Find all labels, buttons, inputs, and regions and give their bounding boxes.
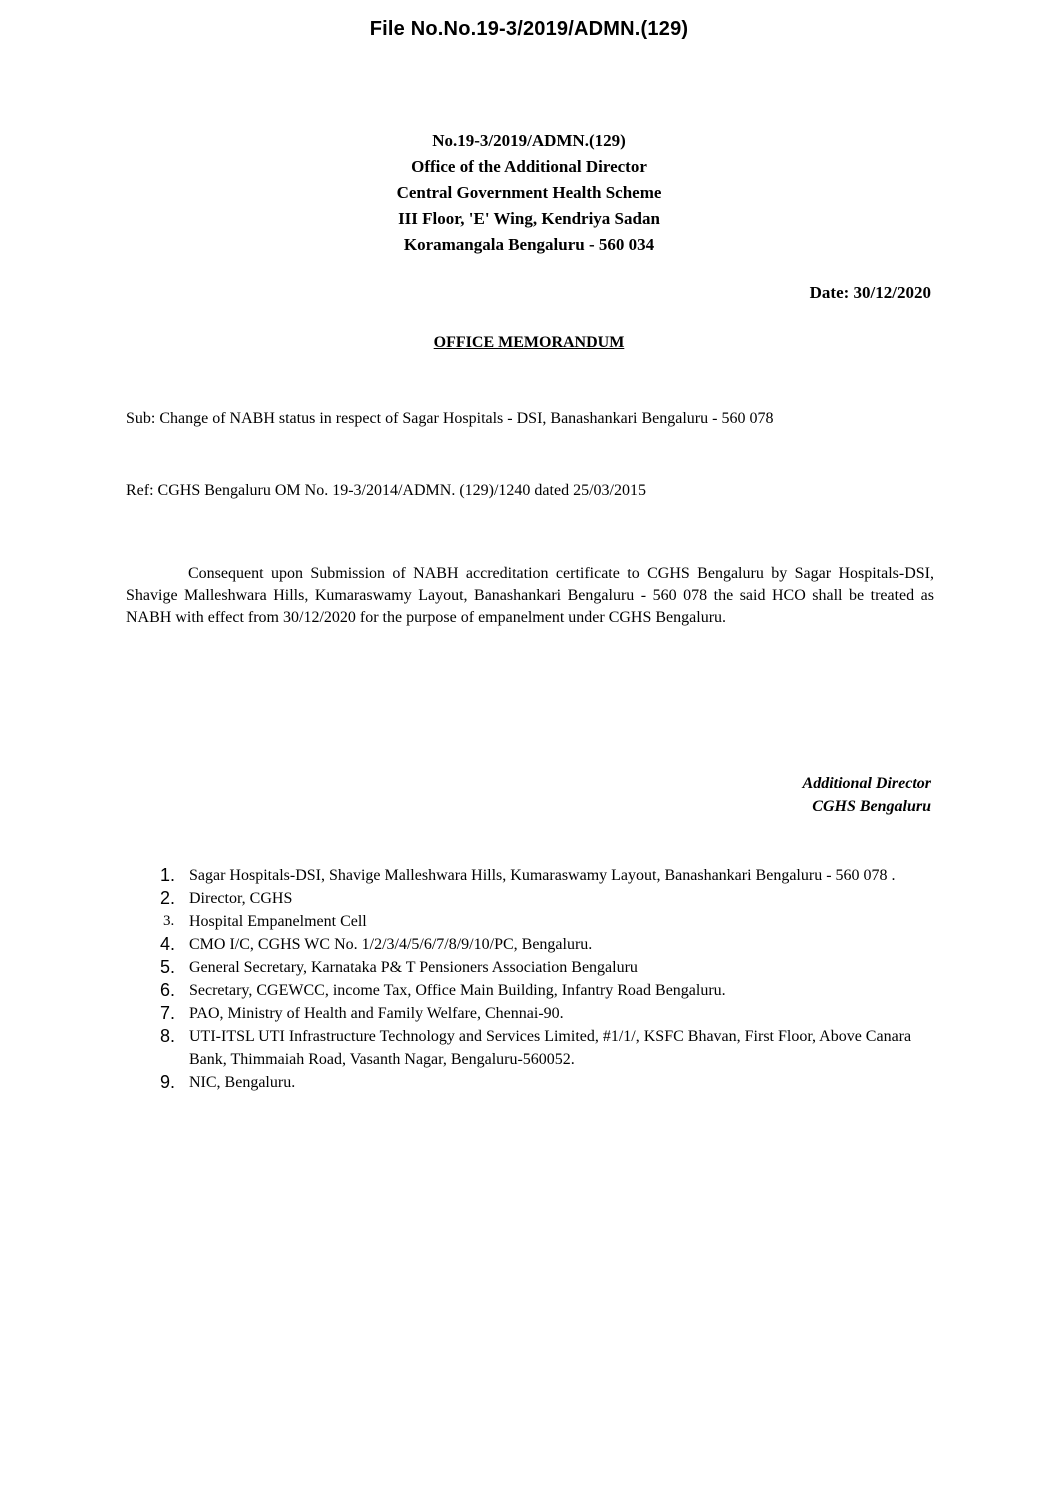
- list-item-text: Secretary, CGEWCC, income Tax, Office Main Building, Infantry Road Bengaluru.: [189, 982, 726, 999]
- list-item: [160, 887, 920, 910]
- list-number: 9.: [160, 1072, 176, 1092]
- list-item: [160, 1071, 920, 1094]
- signature-block: [803, 772, 931, 818]
- list-item-text: NIC, Bengaluru.: [189, 1074, 296, 1091]
- list-number: 6.: [160, 980, 176, 1000]
- list-number: 5.: [160, 957, 176, 977]
- list-item: [160, 1025, 920, 1071]
- distribution-list: [160, 864, 920, 1094]
- signatory-office: CGHS Bengaluru: [812, 798, 931, 815]
- list-item-text: UTI-ITSL UTI Infrastructure Technology and Services Limited, #1/1/, KSFC Bhavan, First Floor, Above Canara Bank, Thimmaiah Road, Vasanth Nagar, Bengaluru-560052.: [189, 1028, 912, 1068]
- list-item-text: Hospital Empanelment Cell: [189, 913, 367, 930]
- list-number: 7.: [160, 1003, 176, 1023]
- signatory-title: Additional Director: [802, 775, 931, 792]
- office-address-line-2: Koramangala Bengaluru - 560 034: [403, 235, 655, 254]
- office-reference-number: No.19-3/2019/ADMN.(129): [432, 131, 626, 150]
- list-item-text: Sagar Hospitals-DSI, Shavige Malleshwara Hills, Kumaraswamy Layout, Banashankari Bengaluru - 560 078 .: [189, 867, 896, 884]
- list-item: [160, 979, 920, 1002]
- list-item: [160, 933, 920, 956]
- memo-title: OFFICE MEMORANDUM: [433, 334, 625, 351]
- list-number: 8.: [160, 1026, 176, 1046]
- memo-date: Date: 30/12/2020: [809, 283, 931, 302]
- list-item-text: General Secretary, Karnataka P& T Pensioners Association Bengaluru: [189, 959, 638, 976]
- list-item: [160, 1002, 920, 1025]
- office-name: Office of the Additional Director: [411, 157, 647, 176]
- list-number: 1.: [160, 865, 176, 885]
- list-item: [160, 864, 920, 887]
- file-number-header: File No.No.19-3/2019/ADMN.(129): [369, 18, 689, 40]
- memo-body: Consequent upon Submission of NABH accreditation certificate to CGHS Bengaluru by Sagar Hospitals-DSI, Shavige Malleshwara Hills, Kumaraswamy Layout, Banashankari Bengaluru - 560 078 the said HCO shall be treated as NABH with effect from 30/12/2020 for the purpose of empanelment under CGHS Bengaluru.: [126, 565, 934, 626]
- memo-subject: Sub: Change of NABH status in respect of Sagar Hospitals - DSI, Banashankari Bengaluru - 560 078: [126, 410, 774, 427]
- list-number: 4.: [160, 934, 176, 954]
- list-item: [160, 910, 920, 933]
- office-address-line-1: III Floor, 'E' Wing, Kendriya Sadan: [398, 209, 660, 228]
- list-item-text: PAO, Ministry of Health and Family Welfare, Chennai-90.: [189, 1005, 564, 1022]
- office-address-block: [0, 128, 1058, 258]
- list-number: 2.: [160, 888, 176, 908]
- list-item: [160, 956, 920, 979]
- list-number: 3.: [163, 913, 175, 929]
- list-item-text: CMO I/C, CGHS WC No. 1/2/3/4/5/6/7/8/9/10/PC, Bengaluru.: [189, 936, 593, 953]
- memo-reference: Ref: CGHS Bengaluru OM No. 19-3/2014/ADMN. (129)/1240 dated 25/03/2015: [126, 482, 646, 499]
- list-item-text: Director, CGHS: [189, 890, 293, 907]
- organization-name: Central Government Health Scheme: [396, 183, 662, 202]
